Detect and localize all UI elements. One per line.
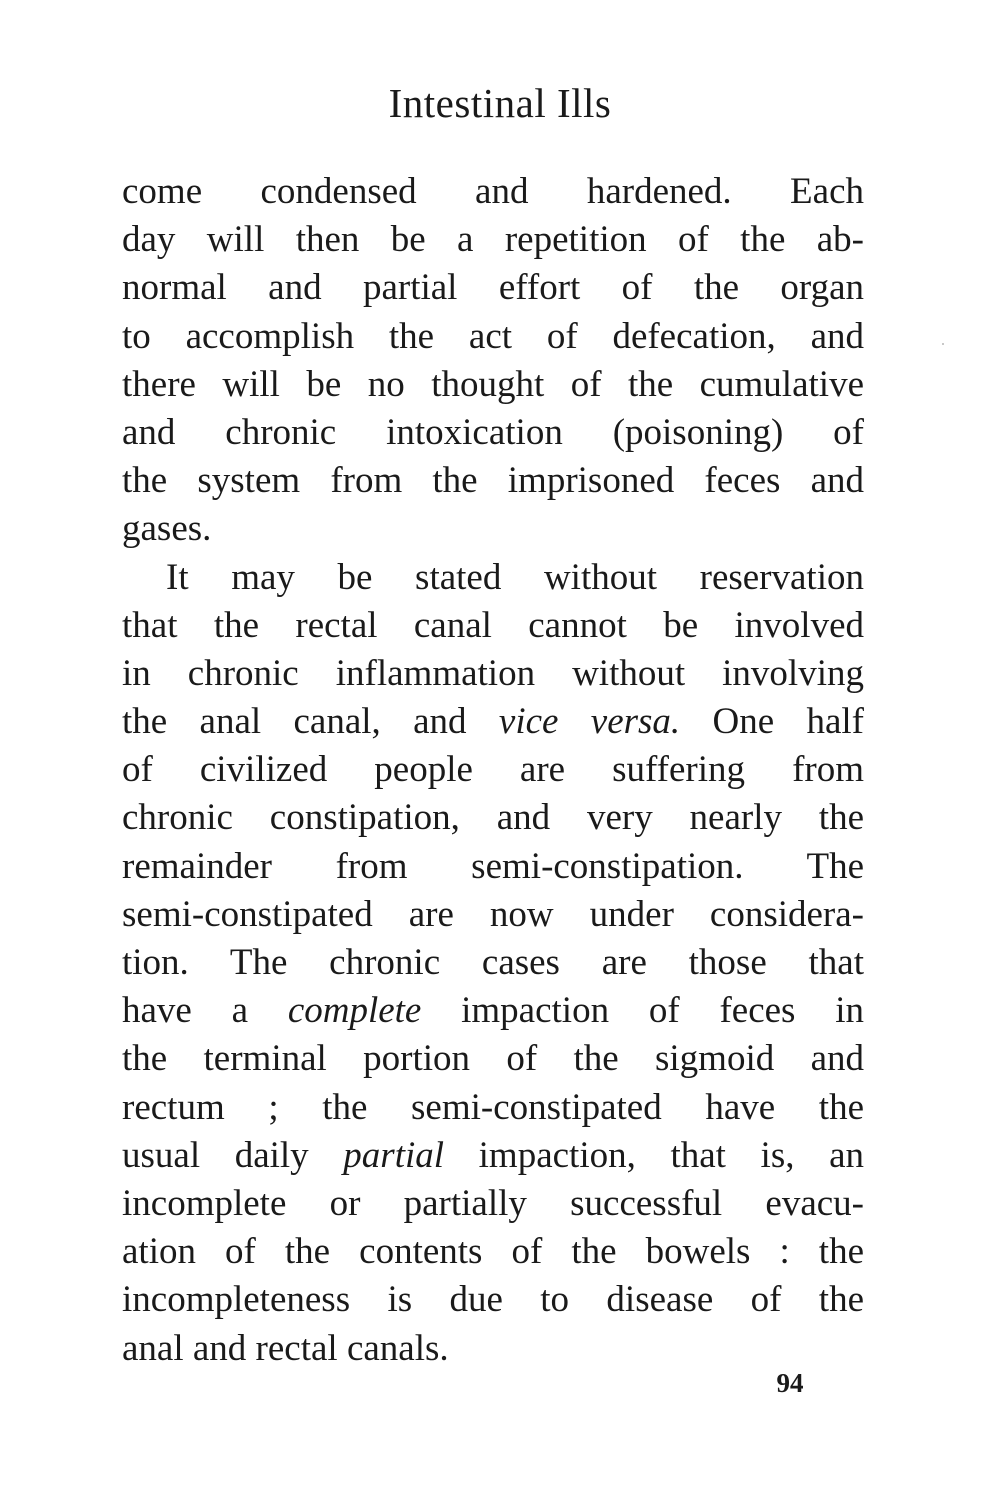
text-line (122, 1132, 864, 1180)
text-run: impaction of feces in (421, 990, 864, 1032)
text-line: of civilized people are suffering from (122, 749, 864, 791)
text-line (122, 987, 864, 1035)
text-line: ation of the contents of the bowels : the (122, 1231, 864, 1273)
italic-phrase: partial (343, 1134, 445, 1176)
text-line: to accomplish the act of defecation, and (122, 315, 864, 357)
text-line: chronic constipation, and very nearly the (122, 797, 864, 839)
text-line: remainder from semi-constipation. The (122, 845, 864, 887)
text-line: It may be stated without reservation (166, 556, 864, 598)
text-line: that the rectal canal cannot be involved (122, 604, 864, 646)
text-line: normal and partial effort of the organ (122, 267, 864, 309)
page-number: 94 (776, 1368, 804, 1398)
italic-phrase: complete (287, 990, 422, 1032)
text-run: have a (122, 990, 288, 1032)
body-text (122, 168, 864, 1373)
text-line: rectum ; the semi-constipated have the (122, 1086, 864, 1128)
text-line: day will then be a repetition of the ab- (122, 219, 864, 261)
scan-speck (942, 343, 944, 345)
text-run: One half (680, 701, 865, 743)
text-line: come condensed and hardened. Each (122, 171, 864, 212)
text-line: semi-constipated are now under considera- (122, 893, 864, 935)
text-line: and chronic intoxication (poisoning) of (122, 411, 864, 453)
text-run: the anal canal, and (122, 701, 499, 743)
text-line: tion. The chronic cases are those that (122, 942, 864, 983)
text-line: anal and rectal canals. (122, 1327, 449, 1369)
text-run: usual daily (122, 1134, 344, 1176)
text-run: impaction, that is, an (444, 1134, 864, 1176)
text-line: incomplete or partially successful evacu- (122, 1182, 864, 1224)
text-line: gases. (122, 508, 212, 550)
text-line: the system from the imprisoned feces and (122, 460, 864, 502)
text-line: the terminal portion of the sigmoid and (122, 1038, 864, 1080)
paragraph-2 (122, 554, 864, 1373)
paragraph-1 (122, 168, 864, 554)
text-line: in chronic inflammation without involving (122, 652, 864, 694)
text-line (122, 698, 864, 746)
running-head-title: Intestinal Ills (388, 80, 612, 126)
text-line: incompleteness is due to disease of the (122, 1279, 864, 1321)
text-line: there will be no thought of the cumulative (122, 363, 864, 405)
italic-phrase: vice versa. (498, 701, 681, 743)
